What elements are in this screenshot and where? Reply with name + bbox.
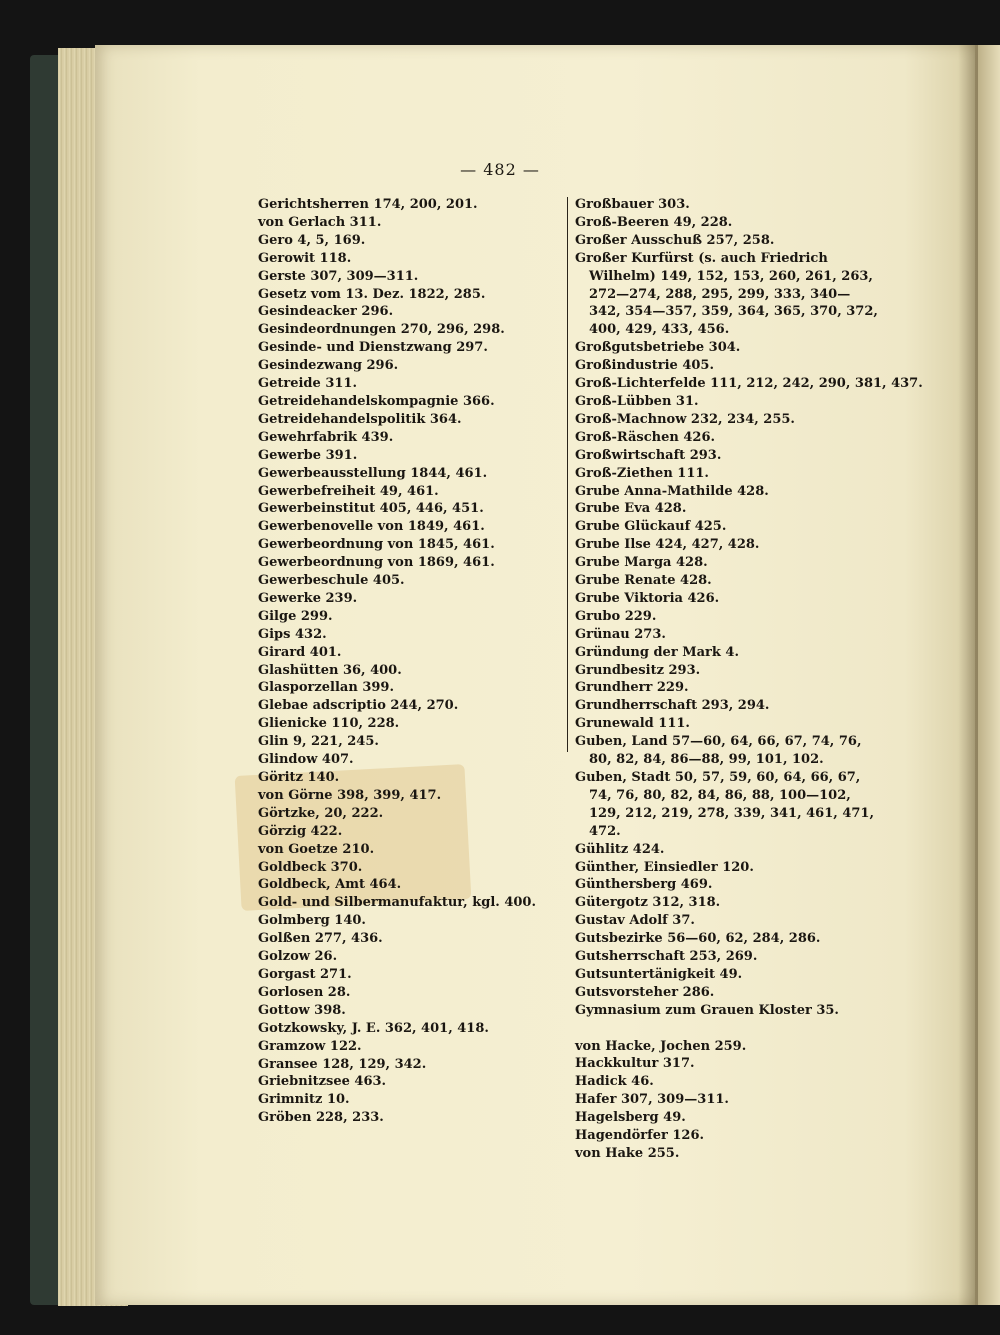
index-entry: Gesindeordnungen 270, 296, 298. bbox=[258, 322, 505, 338]
index-entry: Gewerbeordnung von 1869, 461. bbox=[258, 555, 495, 571]
index-entry: Glashütten 36, 400. bbox=[258, 662, 402, 678]
index-entry: Grundherr 229. bbox=[575, 680, 689, 696]
index-column-right bbox=[575, 196, 923, 1163]
index-entry: Grube Anna-Mathilde 428. bbox=[575, 483, 769, 499]
index-entry: Gewehrfabrik 439. bbox=[258, 429, 394, 445]
index-entry: Großer Ausschuß 257, 258. bbox=[575, 232, 775, 248]
index-entry: Gramzow 122. bbox=[258, 1038, 362, 1054]
index-entry: Grube Eva 428. bbox=[575, 501, 687, 517]
index-column-left bbox=[258, 196, 558, 1127]
index-entry: Gold- und Silbermanufaktur, kgl. 400. bbox=[258, 895, 536, 911]
index-entry: Großindustrie 405. bbox=[575, 358, 715, 374]
index-entry: Gorlosen 28. bbox=[258, 984, 351, 1000]
index-entry: Getreidehandelskompagnie 366. bbox=[258, 393, 495, 409]
index-entry: Glindow 407. bbox=[258, 752, 354, 768]
index-entry: Görtzke, 20, 222. bbox=[258, 805, 384, 821]
index-entry: Golmberg 140. bbox=[258, 913, 366, 929]
index-entry: Gewerbeausstellung 1844, 461. bbox=[258, 465, 488, 481]
index-entry: Hagelsberg 49. bbox=[575, 1110, 686, 1126]
index-entry: Gesindeacker 296. bbox=[258, 304, 394, 320]
index-entry: Gühlitz 424. bbox=[575, 841, 665, 857]
next-page-edge bbox=[975, 45, 1000, 1305]
index-entry: Gewerbenovelle von 1849, 461. bbox=[258, 519, 485, 535]
index-entry: Grunewald 111. bbox=[575, 716, 690, 732]
index-entry: Hackkultur 317. bbox=[575, 1056, 695, 1072]
index-entry: Groß-Lübben 31. bbox=[575, 393, 699, 409]
index-entry: Gilge 299. bbox=[258, 608, 333, 624]
index-entry: Grube Marga 428. bbox=[575, 555, 708, 571]
index-entry: Hagendörfer 126. bbox=[575, 1128, 705, 1144]
index-entry: Glin 9, 221, 245. bbox=[258, 734, 379, 750]
index-entry: Gips 432. bbox=[258, 626, 327, 642]
index-entry: Gütergotz 312, 318. bbox=[575, 895, 721, 911]
index-entry: Groß-Ziethen 111. bbox=[575, 465, 709, 481]
index-entry: Gutsuntertänigkeit 49. bbox=[575, 966, 743, 982]
index-entry: Großer Kurfürst (s. auch Friedrich Wilhelm) 149, 152, 153, 260, 261, 263, 272—274, 288, 295, 299, 333, 340—342, 354—357, 359, 364, 365, 370, 372, 400, 429, 433, 456. bbox=[575, 250, 878, 338]
index-entry: von Gerlach 311. bbox=[258, 214, 382, 230]
index-entry: Gründung der Mark 4. bbox=[575, 644, 739, 660]
index-entry: Glebae adscriptio 244, 270. bbox=[258, 698, 459, 714]
index-entry: Gutsbezirke 56—60, 62, 284, 286. bbox=[575, 931, 821, 947]
index-entry: Grube Renate 428. bbox=[575, 573, 712, 589]
index-entry: Grube Viktoria 426. bbox=[575, 590, 720, 606]
index-entry: Gorgast 271. bbox=[258, 966, 352, 982]
index-entry: Grubo 229. bbox=[575, 608, 657, 624]
index-entry: Gröben 228, 233. bbox=[258, 1110, 384, 1126]
gutter-shadow bbox=[958, 45, 978, 1305]
page-number: — 482 — bbox=[460, 160, 540, 179]
index-entry: Grimnitz 10. bbox=[258, 1092, 350, 1108]
index-entry: Gustav Adolf 37. bbox=[575, 913, 695, 929]
index-entry: Gerichtsherren 174, 200, 201. bbox=[258, 197, 478, 212]
index-entry: Gewerbefreiheit 49, 461. bbox=[258, 483, 439, 499]
index-entry: Gesinde- und Dienstzwang 297. bbox=[258, 340, 488, 356]
index-entry: Grube Ilse 424, 427, 428. bbox=[575, 537, 760, 553]
index-entry: Grünau 273. bbox=[575, 626, 666, 642]
index-entry: Hafer 307, 309—311. bbox=[575, 1092, 729, 1108]
index-entry: von Görne 398, 399, 417. bbox=[258, 787, 442, 803]
index-entry: Groß-Machnow 232, 234, 255. bbox=[575, 411, 795, 427]
index-entry: Glienicke 110, 228. bbox=[258, 716, 400, 732]
index-entry: Gymnasium zum Grauen Kloster 35. bbox=[575, 1002, 839, 1018]
index-entry: Gutsherrschaft 253, 269. bbox=[575, 949, 758, 965]
index-entry: Gewerbeordnung von 1845, 461. bbox=[258, 537, 495, 553]
index-entry: Gewerke 239. bbox=[258, 590, 358, 606]
index-entry: Golßen 277, 436. bbox=[258, 931, 383, 947]
index-entry: Goldbeck, Amt 464. bbox=[258, 877, 402, 893]
index-entry: Guben, Stadt 50, 57, 59, 60, 64, 66, 67, 74, 76, 80, 82, 84, 86, 88, 100—102, 129, 212, 219, 278, 339, 341, 461, 471, 472. bbox=[575, 770, 874, 839]
index-entry: Gerowit 118. bbox=[258, 250, 352, 266]
index-entry: Grube Glückauf 425. bbox=[575, 519, 727, 535]
index-entry: Günthersberg 469. bbox=[575, 877, 713, 893]
index-entry: Gewerbeschule 405. bbox=[258, 573, 405, 589]
index-entry: Griebnitzsee 463. bbox=[258, 1074, 387, 1090]
index-entry: Gesetz vom 13. Dez. 1822, 285. bbox=[258, 286, 486, 302]
index-entry: Hadick 46. bbox=[575, 1074, 654, 1090]
index-entry: von Hake 255. bbox=[575, 1146, 680, 1162]
index-entry: Groß-Lichterfelde 111, 212, 242, 290, 381, 437. bbox=[575, 376, 923, 392]
index-entry: Gransee 128, 129, 342. bbox=[258, 1056, 427, 1072]
index-entry: Guben, Land 57—60, 64, 66, 67, 74, 76, 80, 82, 84, 86—88, 99, 101, 102. bbox=[575, 734, 862, 768]
index-entry: Gotzkowsky, J. E. 362, 401, 418. bbox=[258, 1020, 489, 1036]
index-entry: Grundherrschaft 293, 294. bbox=[575, 698, 770, 714]
index-entry: Görzig 422. bbox=[258, 823, 343, 839]
index-entry: Gutsvorsteher 286. bbox=[575, 984, 715, 1000]
index-entry: Großwirtschaft 293. bbox=[575, 447, 722, 463]
index-entry: Großgutsbetriebe 304. bbox=[575, 340, 741, 356]
index-entry: Grundbesitz 293. bbox=[575, 662, 701, 678]
index-entry: von Goetze 210. bbox=[258, 841, 375, 857]
index-entry: Gewerbe 391. bbox=[258, 447, 358, 463]
index-entry: Girard 401. bbox=[258, 644, 342, 660]
index-entry: Golzow 26. bbox=[258, 949, 338, 965]
index-entry: Getreidehandelspolitik 364. bbox=[258, 411, 462, 427]
index-entry: Gesindezwang 296. bbox=[258, 358, 399, 374]
index-entry: Glasporzellan 399. bbox=[258, 680, 394, 696]
index-entry: Goldbeck 370. bbox=[258, 859, 363, 875]
index-entry: Großbauer 303. bbox=[575, 197, 690, 212]
index-entry: Gerste 307, 309—311. bbox=[258, 268, 419, 284]
index-entry: Göritz 140. bbox=[258, 770, 340, 785]
index-entry: Groß-Beeren 49, 228. bbox=[575, 214, 733, 230]
index-entry: Günther, Einsiedler 120. bbox=[575, 859, 754, 875]
column-divider bbox=[567, 197, 568, 752]
index-entry: von Hacke, Jochen 259. bbox=[575, 1038, 747, 1054]
index-entry: Gottow 398. bbox=[258, 1002, 346, 1018]
index-entry: Gero 4, 5, 169. bbox=[258, 232, 366, 248]
index-entry: Getreide 311. bbox=[258, 376, 357, 392]
index-entry: Gewerbeinstitut 405, 446, 451. bbox=[258, 501, 484, 517]
index-entry: Groß-Räschen 426. bbox=[575, 429, 716, 445]
